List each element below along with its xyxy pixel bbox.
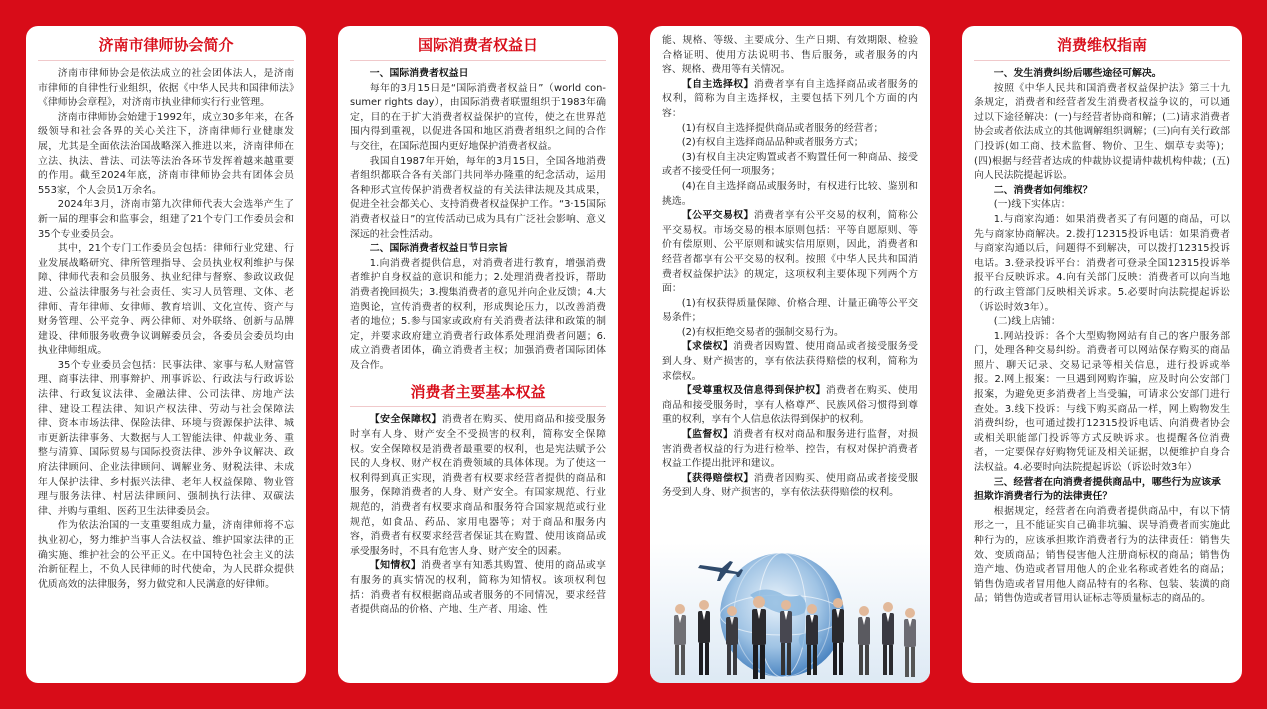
paragraph: 根据规定，经营者在向消费者提供商品中，有以下情形之一，且不能证实自己确非坑骗、误导消费者而实施此种行为的，应该承担欺诈消费者行为的法律责任：销售失效、变质商品；销售侵害他人注册商标权的商品；销售伪造产地、伪造或者冒用他人的企业名称或者姓名的商品；销售伪造或者冒用他人商品特有的名称、包装、装潢的商品；销售伪造或者冒用认证标志等质量标志的商品的。: [974, 505, 1230, 605]
list-item: (1)有权获得质量保障、价格合理、计量正确等公平交易条件；: [662, 297, 918, 324]
panel-rights-guide: [962, 26, 1242, 683]
right-text: 消费者享有自主选择商品或者服务的权利，简称为自主选择权，主要包括下列几个方面的内容：: [662, 78, 918, 119]
right-label: 【知情权】: [369, 560, 422, 572]
paragraph: 济南市律师协会是依法成立的社会团体法人，是济南市律师的自律性行业组织，依据《中华人民共和国律师法》《律师协会章程》，对济南市执业律师实行行业管理。: [38, 68, 294, 109]
right-label: 【公平交易权】: [681, 210, 754, 222]
right-text: 消费者在购买、使用商品和接受服务时享有人身、财产安全不受损害的权利，简称安全保障权。安全保障权是消费者最重要的权利，也是宪法赋予公民的人身权、财产权在消费领域的具体体现。为了使这一权利得到真正实现，消费者有权要求经营者提供的商品和服务，保障消费者的人身、财产安全。有国家规范、行业规范的，消费者有权要求商品和服务符合国家规范或行业规范，如食品、药品、家用电器等；对于商品和服务内容，消费者有权要求经营者保证其在购置、使用该商品或承受服务时，不具有危害人身、财产安全的因素。: [350, 414, 606, 557]
right-respect: [662, 384, 918, 428]
right-fair-trade: [662, 209, 918, 297]
paragraph: 按照《中华人民共和国消费者权益保护法》第三十九条规定，消费者和经营者发生消费者权益争议的，可以通过以下途径解决：(一)与经营者协商和解；(二)请求消费者协会或者依法成立的其他调解组织调解；(三)向有关行政部门投诉(如工商、技术监督、物价、卫生、烟草专卖等)；(四)根据与经营者达成的仲裁协议提请仲裁机构仲裁；(五)向人民法院提起诉讼。: [974, 82, 1230, 182]
right-text: 消费者因购置、使用商品或者接受服务受到人身、财产损害的，享有依法获得赔偿的权利，简称为求偿权。: [662, 341, 918, 382]
sub-heading: (一)线下实体店：: [993, 199, 1071, 211]
panel-consumer-rights-day: [338, 26, 618, 683]
right-text: 消费者因购买、使用商品或者接受服务受到人身、财产损害的，享有依法获得赔偿的权利。: [662, 472, 918, 499]
section-heading: 二、消费者如何维权？: [993, 184, 1093, 196]
list-item: (3)有权自主决定购置或者不购置任何一种商品、接受或者不接受任何一项服务；: [662, 151, 918, 178]
paragraph: 济南市律师协会始建于1992年，成立30多年来，在各级领导和社会各界的关心关注下，济南律师行业健康发展，尤其是全面依法治国战略深入推进以来，济南律师在立法、执法、普法、司法等法治各环节发挥着越来越重要的作用。截至2024年底，济南市律师协会共有团体会员553家，个人会员1万余名。: [38, 111, 294, 196]
paragraph: 能、规格、等级、主要成分、生产日期、有效期限、检验合格证明、使用方法说明书、售后服务，或者服务的内容、规格、费用等有关情况。: [662, 35, 918, 76]
sub-heading: (二)线上店铺：: [993, 316, 1061, 328]
section-heading: 二、国际消费者权益日节日宗旨: [369, 243, 509, 255]
paragraph: 1.网站投诉：各个大型购物网站有自己的客户服务部门，处理各种交易纠纷。消费者可以网站保存购买的商品照片、聊天记录、交易记录等相关信息，进行投诉或举报。2.网上报案：一旦遇到网购诈骗，应及时向公安部门报案，为避免更多消费者上当受骗，可请求公安部门进行查处。3.线下投诉：与线下购买商品一样，网上购物发生消费纠纷，也可通过拨打12315投诉电话、向消费者协会或相关职能部门投诉等方式反映诉求。也提醒各位消费者，一定要保存好购物凭证及相关证据，以便维护自身合法权益。4.必要时向法院提起诉讼（诉讼时效3年）: [974, 330, 1230, 474]
paragraph: 作为依法治国的一支重要组成力量，济南律师将不忘执业初心，努力维护当事人合法权益、维护国家法律的正确实施、维护社会的公平正义。在中国特色社会主义的法治新征程上，不负人民律师的时代使命，为人民群众提供优质高效的法律服务，努力做党和人民满意的好律师。: [38, 520, 294, 590]
paragraph: 每年的3月15日是“国际消费者权益日”（world con-sumer rights day），由国际消费者联盟组织于1983年确定，目的在于扩大消费者权益保护的宣传，使之在世界范围内得到重视，以促进各国和地区消费者组织之间的合作与交往，在国际范围内更好地保护消费者权益。: [350, 82, 606, 152]
section-heading: 一、国际消费者权益日: [369, 68, 469, 79]
paragraph: 1.向消费者提供信息，对消费者进行教育，增强消费者维护自身权益的意识和能力；2.处理消费者投诉，帮助消费者挽回损失；3.搜集消费者的意见并向企业反馈；4.大造舆论，宣传消费者的权利，形成舆论压力，以改善消费者的地位；5.参与国家或政府有关消费者法律和政策的制定，并要求政府建立消费者行政体系处理消费者问题；6.成立消费者团体，确立消费者主权；加强消费者国际团体及合作。: [350, 257, 606, 371]
paragraph: 35个专业委员会包括：民事法律、家事与私人财富管理、商事法律、刑事辩护、刑事诉讼、行政法与行政诉讼法律、行政复议法律、金融法律、公司法律、房地产法律、建设工程法律、知识产权法律、劳动与社会保障法律、资本市场法律、保险法律、环境与资源保护法律、城市更新法律事务、大数据与人工智能法律、仲裁业务、重整与清算、国际贸易与国际投资法律、涉外争议解决、政府法律顾问、企业法律顾问、调解业务、财税法律、未成年人保护法律、乡村振兴法律、老年人权益保障、物业管理与服务法律、村居法律顾问、强制执行法律、双碳法律、并购与重组、医药卫生法律委员会。: [38, 359, 294, 517]
right-choice: [662, 78, 918, 122]
panel-consumer-rights-continued: [650, 26, 930, 683]
panel-title: 消费维权指南: [974, 34, 1230, 61]
right-label: 【自主选择权】: [681, 78, 754, 90]
right-text: 消费者享有知悉其购置、使用的商品或享有服务的真实情况的权利，简称为知情权。该项权利包括：消费者有权根据商品或者服务的不同情况，要求经营者提供商品的价格、产地、生产者、用途、性: [350, 560, 606, 616]
list-item: (2)有权拒绝交易者的强制交易行为。: [681, 326, 844, 338]
right-text: 消费者享有公平交易的权利，简称公平交易权。市场交易的根本原则包括：平等自愿原则、等价有偿原则、公平原则和诚实信用原则，因此，消费者和经营者都享有公平交易的权利。按照《中华人民共和国消费者权益保护法》的规定，这项权利主要体现下列两个方面：: [662, 210, 918, 295]
panel-title: 国际消费者权益日: [350, 34, 606, 61]
right-label: 【受尊重权及信息得到保护权】: [681, 385, 826, 397]
right-compensation: [662, 340, 918, 384]
paragraph: 2024年3月，济南市第九次律师代表大会选举产生了新一届的理事会和监事会，组建了21个专门工作委员会和35个专业委员会。: [38, 199, 294, 240]
paragraph: 其中，21个专门工作委员会包括：律师行业党建、行业发展战略研究、律所管理指导、会员执业权利维护与保障、律师代表和会员服务、执业纪律与督察、参政议政促进、公益法律服务与社会责任、实习人员管理、文体、老律师、青年律师、女律师、教育培训、文化宣传、资产与财务管理、公平竞争、两公律师、对外联络、创新与品牌建设、律师服务收费争议调解委员会，各委员会委员均由执业律师组成。: [38, 243, 294, 357]
right-supervision: [662, 428, 918, 472]
paragraph: 我国自1987年开始，每年的3月15日，全国各地消费者组织都联合各有关部门共同举办隆重的纪念活动，运用各种形式宣传保护消费者权益的有关法律法规及其成果，促进全社会都关心、支持消费者权益保护工作。“3·15国际消费者权益日”的宣传活动已成为具有广泛社会影响、意义深远的社会性活动。: [350, 155, 606, 240]
right-text: 消费者在购买、使用商品和接受服务时，享有人格尊严、民族风俗习惯得到尊重的权利，享有个人信息依法得到保护的权利。: [662, 385, 918, 426]
right-label: 【安全保障权】: [369, 414, 442, 426]
right-safety: [350, 413, 606, 559]
right-indemnity: [662, 472, 918, 501]
section-title-basic-rights: 消费者主要基本权益: [350, 381, 606, 407]
illustration-svg: [650, 543, 930, 683]
section-heading: 一、发生消费纠纷后哪些途径可解决。: [993, 68, 1162, 79]
right-text: 消费者有权对商品和服务进行监督，对损害消费者权益的行为进行检举、控告，有权对保护消费者权益工作提出批评和建议。: [662, 429, 918, 470]
panel-title: 济南市律师协会简介: [38, 34, 294, 61]
business-people-illustration: [650, 543, 930, 683]
list-item: (2)有权自主选择商品品种或者服务方式；: [681, 137, 864, 149]
list-item: (1)有权自主选择提供商品或者服务的经营者；: [681, 122, 884, 134]
right-information: [350, 559, 606, 617]
panel-lawyers-association: [26, 26, 306, 683]
right-label: 【获得赔偿权】: [681, 472, 754, 484]
right-label: 【求偿权】: [681, 341, 734, 353]
list-item: (4)在自主选择商品或服务时，有权进行比较、鉴别和挑选。: [662, 180, 918, 207]
paragraph: 1.与商家沟通：如果消费者买了有问题的商品，可以先与商家协商解决。2.拨打12315投诉电话：如果消费者与商家沟通以后，问题得不到解决，可以拨打12315投诉电话。3.登录投诉平台：消费者可登录全国12315投诉举报平台反映诉求。4.向有关部门反映：消费者可以向当地的行政主管部门反映相关诉求。5.必要时向法院提起诉讼（诉讼时效3年）。: [974, 213, 1230, 313]
section-heading: 三、经营者在向消费者提供商品中，哪些行为应该承担欺诈消费者行为的法律责任？: [974, 476, 1221, 503]
right-label: 【监督权】: [681, 429, 734, 441]
